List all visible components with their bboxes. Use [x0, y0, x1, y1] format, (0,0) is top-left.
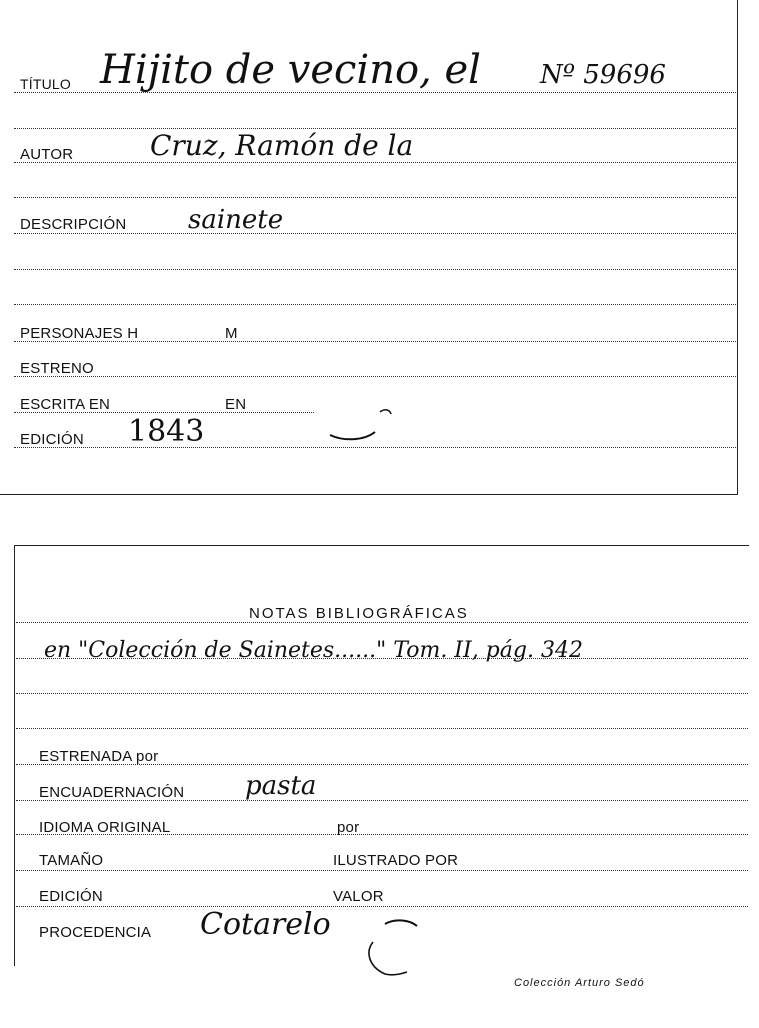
ruled-line	[16, 728, 748, 729]
ruled-line	[16, 870, 748, 871]
ruled-line	[16, 906, 748, 907]
titulo-label: TÍTULO	[20, 76, 71, 92]
edicion2-label: EDICIÓN	[39, 888, 103, 905]
titulo-value: Hijito de vecino, el	[100, 47, 481, 93]
collection-footer: Colección Arturo Sedó	[514, 977, 645, 989]
idioma-label: IDIOMA ORIGINAL	[39, 819, 171, 836]
procedencia-label: PROCEDENCIA	[39, 924, 152, 941]
edicion-label: EDICIÓN	[20, 431, 84, 448]
escrita-en-label: EN	[225, 396, 247, 413]
estreno-label: ESTRENO	[20, 360, 94, 377]
ruled-line	[16, 658, 748, 659]
descripcion-label: DESCRIPCIÓN	[20, 216, 127, 233]
idioma-por-label: por	[337, 819, 360, 836]
ruled-line	[16, 622, 748, 623]
ruled-line	[14, 269, 736, 270]
ruled-line	[14, 376, 736, 377]
autor-value: Cruz, Ramón de la	[150, 129, 414, 162]
procedencia-value: Cotarelo	[200, 907, 331, 942]
autor-label: AUTOR	[20, 146, 74, 163]
ruled-line	[14, 197, 736, 198]
estrenada-label: ESTRENADA por	[39, 748, 159, 765]
edicion-value: 1843	[128, 414, 205, 449]
personajes-m-label: M	[225, 325, 238, 342]
notas-heading: NOTAS BIBLIOGRÁFICAS	[249, 605, 469, 622]
valor-label: VALOR	[333, 888, 384, 905]
encuadernacion-label: ENCUADERNACIÓN	[39, 784, 185, 801]
escrita-label: ESCRITA EN	[20, 396, 111, 413]
ilustrado-label: ILUSTRADO POR	[333, 852, 459, 869]
encuadernacion-value: pasta	[245, 771, 317, 801]
tamano-label: TAMAÑO	[39, 852, 104, 869]
personajes-label: PERSONAJES H	[20, 325, 139, 342]
titulo-number: Nº 59696	[540, 60, 666, 90]
notas-value: en "Colección de Sainetes......" Tom. II, pág. 342	[44, 638, 583, 663]
ink-stroke	[355, 912, 425, 982]
ruled-line	[14, 162, 736, 163]
ruled-line	[16, 693, 748, 694]
ruled-line	[14, 304, 736, 305]
ink-smudge	[325, 380, 405, 450]
descripcion-value: sainete	[188, 205, 284, 235]
ruled-line	[14, 233, 736, 234]
